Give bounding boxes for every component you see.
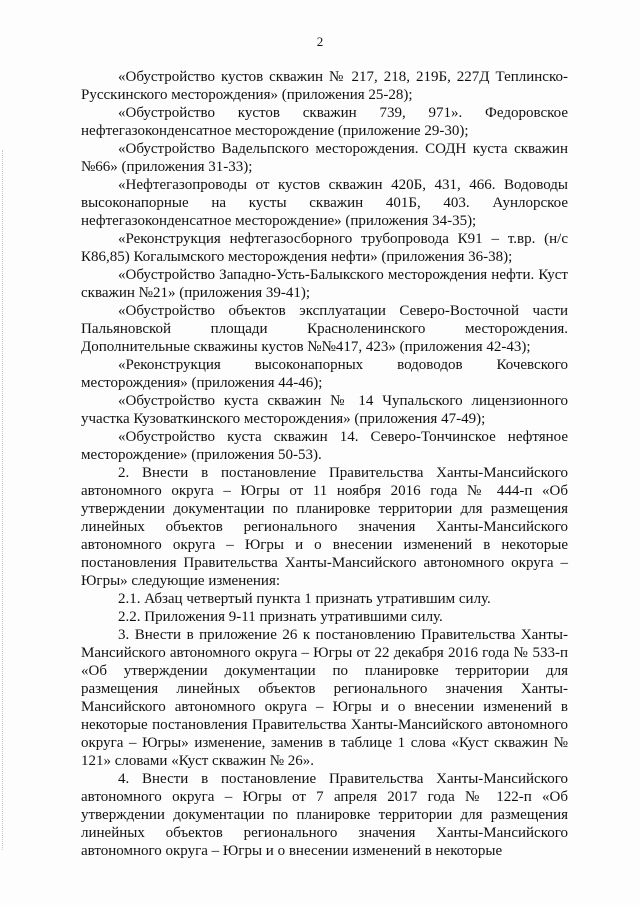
- paragraph-item: «Обустройство Западно-Усть-Балыкского месторождения нефти. Куст скважин №21» (приложения 39-41);: [81, 267, 568, 301]
- paragraph-item: «Обустройство Вадельпского месторождения. СОДН куста скважин №66» (приложения 31-33);: [81, 141, 568, 175]
- paragraph-item: 2.1. Абзац четвертый пункта 1 признать утратившим силу.: [118, 591, 491, 607]
- paragraph-item: «Обустройство кустов скважин 739, 971». Федоровское нефтегазоконденсатное месторождение (приложение 29-30);: [81, 105, 568, 139]
- scan-edge-line: [2, 150, 4, 850]
- paragraph-item: «Обустройство куста скважин № 14 Чупальского лицензионного участка Кузоваткинского месторождения» (приложения 47-49);: [81, 393, 568, 427]
- paragraph-item: 4. Внести в постановление Правительства Ханты-Мансийского автономного округа – Югры от 7 апреля 2017 года № 122-п «Об утверждении документации по планировке территории для размещения линейных объектов регионального значения Ханты-Мансийского автономного округа – Югры и о внесении изменений в некоторые: [81, 771, 568, 859]
- paragraph-item: «Нефтегазопроводы от кустов скважин 420Б, 431, 466. Водоводы высоконапорные на кусты скважин 401Б, 403. Аунлорское нефтегазоконденсатное месторождение» (приложения 34-35);: [81, 177, 568, 229]
- paragraph-item: «Обустройство кустов скважин № 217, 218, 219Б, 227Д Теплинско-Русскинского месторождения» (приложения 25-28);: [81, 69, 568, 103]
- document-body: [81, 68, 568, 860]
- page-number: 2: [316, 34, 324, 49]
- paragraph-item: «Реконструкция высоконапорных водоводов Кочевского месторождения» (приложения 44-46);: [81, 357, 568, 391]
- paragraph-item: 2. Внести в постановление Правительства Ханты-Мансийского автономного округа – Югры от 11 ноября 2016 года № 444-п «Об утверждении документации по планировке территории для размещения линейных объектов регионального значения Ханты-Мансийского автономного округа – Югры и о внесении изменений в некоторые постановления Правительства Ханты-Мансийского автономного округа – Югры» следующие изменения:: [81, 465, 568, 589]
- paragraph-item: «Реконструкция нефтегазосборного трубопровода К91 – т.вр. (н/с К86,85) Когалымского месторождения нефти» (приложения 36-38);: [81, 231, 568, 265]
- paragraph-item: 2.2. Приложения 9-11 признать утратившими силу.: [118, 609, 443, 625]
- paragraph-item: 3. Внести в приложение 26 к постановлению Правительства Ханты-Мансийского автономного округа – Югры от 22 декабря 2016 года № 533-п «Об утверждении документации по планировке территории для размещения линейных объектов регионального значения Ханты-Мансийского автономного округа – Югры и о внесении изменений в некоторые постановления Правительства Ханты-Мансийского автономного округа – Югры» изменение, заменив в таблице 1 слова «Куст скважин № 121» словами «Куст скважин № 26».: [81, 627, 568, 769]
- paragraph-item: «Обустройство объектов эксплуатации Северо-Восточной части Пальяновской площади Красноленинского месторождения. Дополнительные скважины кустов №№417, 423» (приложения 42-43);: [81, 303, 568, 355]
- paragraph-item: «Обустройство куста скважин 14. Северо-Тончинское нефтяное месторождение» (приложения 50-53).: [81, 429, 568, 463]
